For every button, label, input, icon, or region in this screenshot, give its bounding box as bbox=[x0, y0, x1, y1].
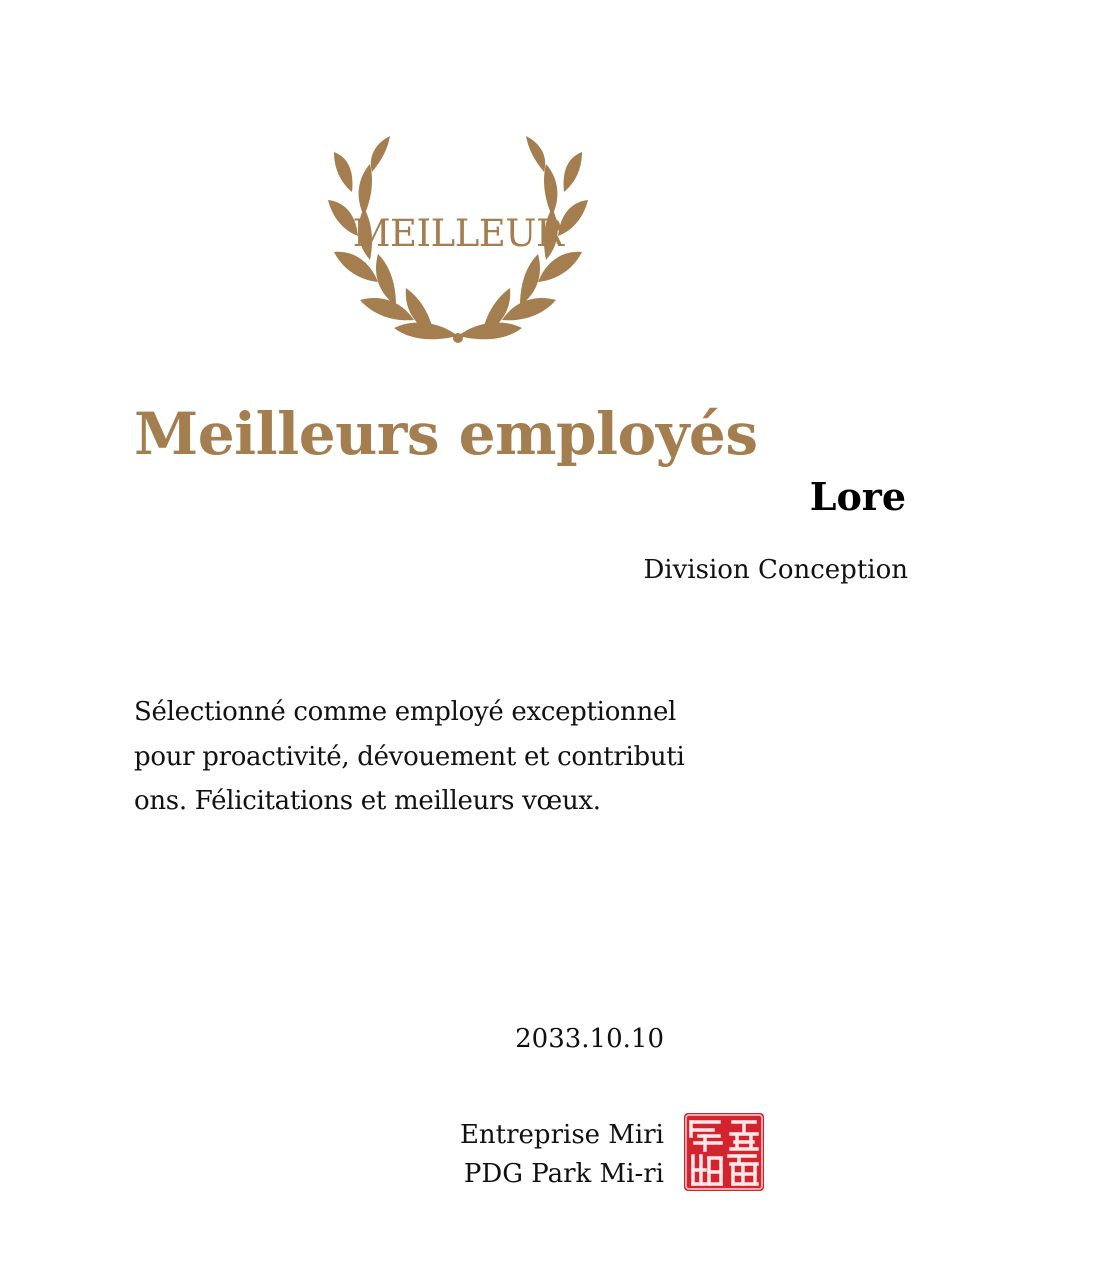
citation-text: Sélectionné comme employé exceptionnel pour proactivité, dévouement et contributions. Félicitations et meilleurs vœux. bbox=[134, 697, 685, 816]
red-seal-stamp bbox=[683, 1112, 765, 1192]
award-date: 2033.10.10 bbox=[515, 1024, 664, 1054]
certificate-title: Meilleurs employés bbox=[134, 400, 758, 468]
recipient-division: Division Conception bbox=[643, 555, 908, 585]
company-name: Entreprise Miri bbox=[459, 1120, 664, 1150]
recipient-name: Lore bbox=[809, 474, 906, 519]
issuer-block bbox=[460, 1116, 664, 1194]
laurel-wreath-icon bbox=[322, 136, 594, 360]
signatory-name: PDG Park Mi-ri bbox=[463, 1159, 664, 1189]
emblem-text: MEILLEUR bbox=[352, 212, 564, 255]
seal-graphic bbox=[683, 1112, 765, 1192]
